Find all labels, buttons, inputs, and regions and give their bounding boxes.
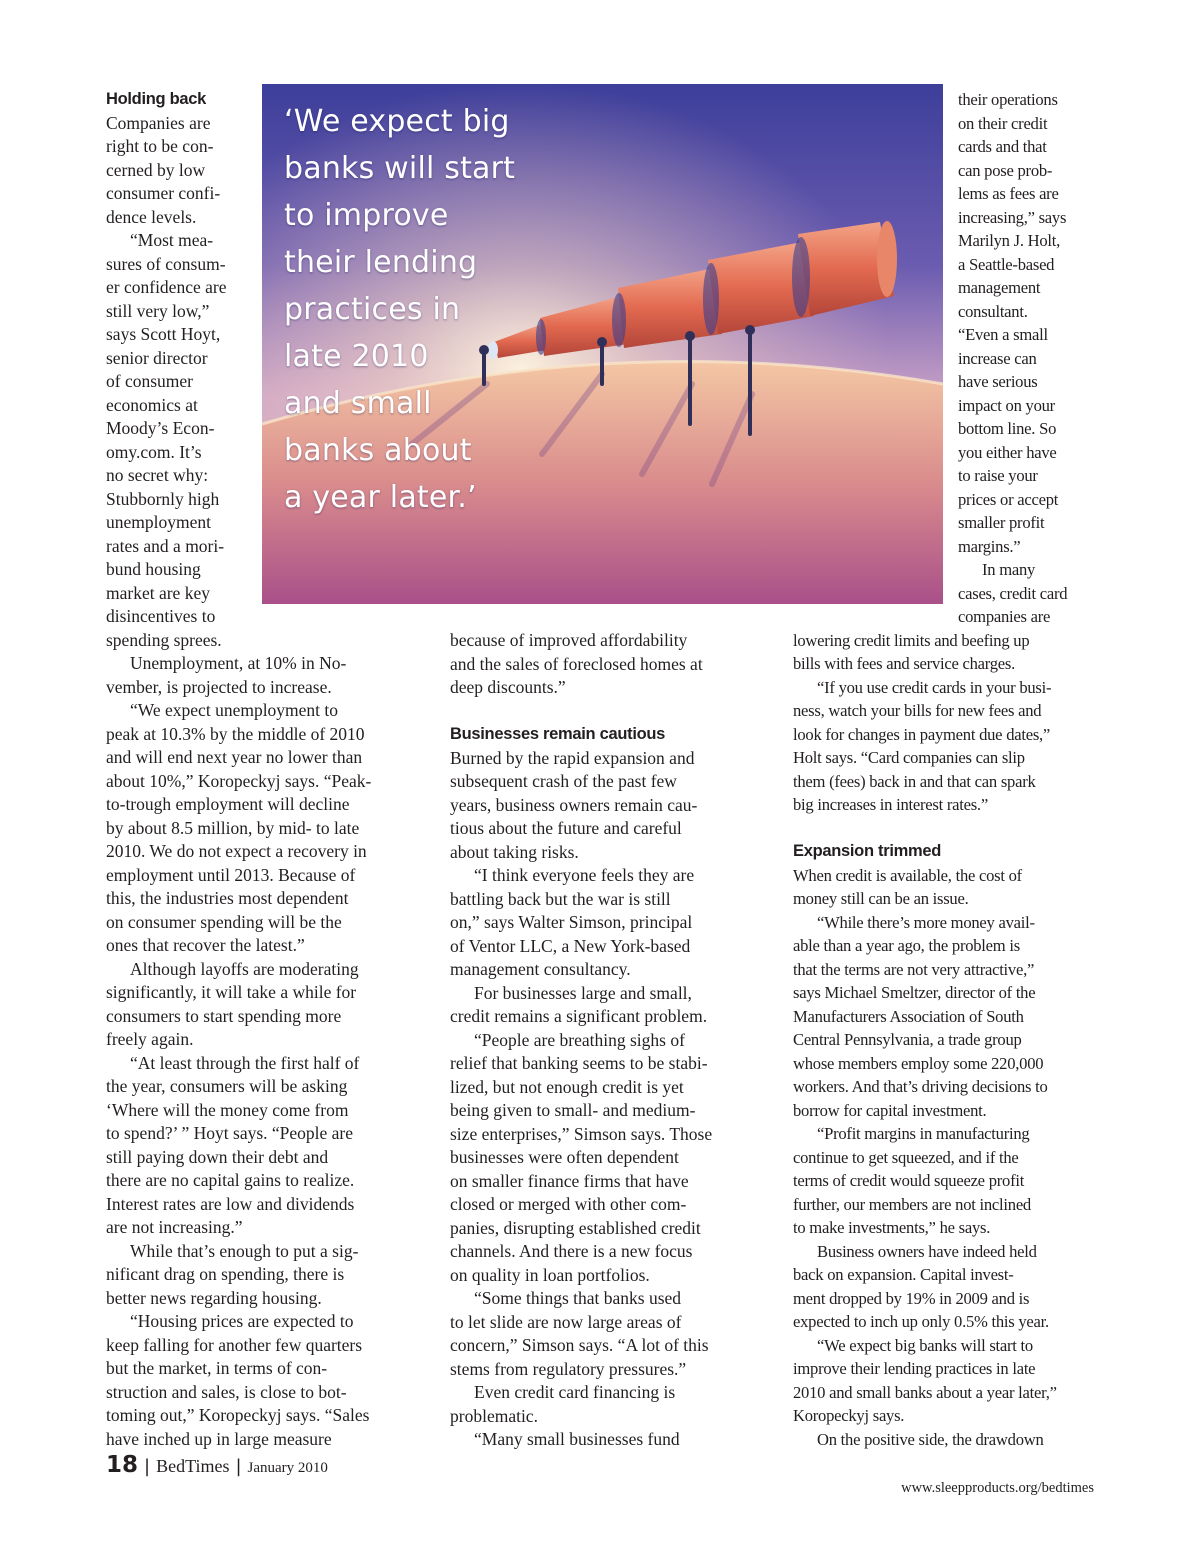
body-text-line: relief that banking seems to be stabi- (450, 1053, 708, 1073)
body-text-line: Even credit card financing is (474, 1382, 676, 1402)
body-text-line: struction and sales, is close to bot- (106, 1381, 347, 1402)
body-text-line: “We expect big banks will start to (817, 1335, 1033, 1355)
body-text-line: on their credit (958, 113, 1048, 133)
body-text-line: says Michael Smeltzer, director of the (793, 983, 1036, 1002)
body-text-line: credit remains a significant problem. (450, 1006, 708, 1026)
body-text-line: 2010. We do not expect a recovery in (106, 841, 367, 861)
body-text-line: Interest rates are low and dividends (106, 1193, 355, 1214)
body-text-line: able than a year ago, the problem is (793, 936, 1020, 955)
body-text-line: that the terms are not very attractive,” (793, 959, 1035, 979)
section-heading: Holding back (106, 90, 206, 108)
body-text-line: increase can (958, 348, 1037, 368)
body-text-line: but the market, in terms of con- (106, 1358, 328, 1378)
body-text-line: to raise your (958, 466, 1038, 485)
body-text-line: margins.” (958, 536, 1021, 556)
body-text-line: “Profit margins in manufacturing (817, 1124, 1030, 1143)
body-text-line: years, business owners remain cau- (450, 794, 698, 815)
body-text-line: still very low,” (106, 300, 210, 321)
body-text-line: significantly, it will take a while for (106, 982, 357, 1002)
body-text-line: to let slide are now large areas of (450, 1311, 682, 1332)
body-text-line: employment until 2013. Because of (106, 864, 356, 885)
pull-quote-line: late 2010 (284, 339, 429, 374)
body-text-line: panies, disrupting established credit (450, 1217, 701, 1238)
body-text-line: the year, consumers will be asking (106, 1076, 348, 1096)
body-text-line: rates and a mori- (106, 535, 225, 556)
body-text-line: consultant. (958, 301, 1028, 321)
body-text-line: Although layoffs are moderating (130, 958, 359, 979)
body-text-line: concern,” Simson says. “A lot of this (450, 1335, 709, 1355)
body-text-line: channels. And there is a new focus (450, 1241, 693, 1261)
body-text-line: nificant drag on spending, there is (106, 1264, 345, 1284)
pull-quote-line: banks will start (284, 151, 516, 186)
paragraph-gap (450, 700, 760, 724)
body-text-line: further, our members are not inclined (793, 1194, 1031, 1214)
pull-quote-line: a year later.’ (284, 480, 477, 515)
body-text-line: ‘Where will the money come from (106, 1099, 349, 1120)
body-text-line: terms of credit would squeeze profit (793, 1171, 1025, 1190)
body-text-line: For businesses large and small, (474, 982, 692, 1003)
pull-quote-line: practices in (284, 292, 461, 327)
body-text-line: “Even a small (958, 325, 1048, 344)
body-text-line: says Scott Hoyt, (106, 324, 221, 344)
body-text-line: market are key (106, 582, 210, 603)
body-text-line: When credit is available, the cost of (793, 865, 1022, 885)
body-text-line: on quality in loan portfolios. (450, 1264, 650, 1285)
body-text-line: subsequent crash of the past few (450, 771, 677, 791)
body-text-line: Business owners have indeed held (817, 1241, 1037, 1261)
body-text-line: to-trough employment will decline (106, 794, 350, 814)
body-text-line: and the sales of foreclosed homes at (450, 653, 703, 674)
paragraph-gap (793, 817, 1100, 841)
body-text-line: “Many small businesses fund (474, 1429, 680, 1449)
body-text-line: improve their lending practices in late (793, 1359, 1036, 1378)
body-text-line: Companies are (106, 112, 211, 133)
article-column-2 (450, 629, 760, 1452)
section-heading: Expansion trimmed (793, 842, 942, 860)
body-text-line: dence levels. (106, 206, 197, 227)
body-text-line: 2010 and small banks about a year later,” (793, 1382, 1057, 1402)
body-text-line: Stubbornly high (106, 488, 220, 509)
body-text-line: “Some things that banks used (474, 1288, 682, 1308)
issue-date: January 2010 (247, 1460, 328, 1476)
body-text-line: to make investments,” he says. (793, 1218, 991, 1237)
body-text-line: vember, is projected to increase. (106, 676, 332, 697)
body-text-line: about 10%,” Koropeckyj says. “Peak- (106, 770, 372, 791)
magazine-name: BedTimes (156, 1456, 230, 1476)
body-text-line: a Seattle-based (958, 254, 1055, 274)
body-text-line: On the positive side, the drawdown (817, 1429, 1044, 1449)
body-text-line: “We expect unemployment to (130, 700, 339, 720)
body-text-line: management (958, 278, 1041, 297)
body-text-line: big increases in interest rates.” (793, 795, 988, 814)
body-text-line: size enterprises,” Simson says. Those (450, 1123, 713, 1144)
footer-separator: | (144, 1456, 151, 1477)
body-text-line: Holt says. “Card companies can slip (793, 748, 1025, 767)
body-text-line: on,” says Walter Simson, principal (450, 912, 693, 932)
body-text-line: bills with fees and service charges. (793, 654, 1016, 673)
body-text-line: freely again. (106, 1029, 194, 1049)
body-text-line: workers. And that’s driving decisions to (793, 1077, 1048, 1096)
body-text-line: consumer confi- (106, 183, 221, 203)
body-text-line: Marilyn J. Holt, (958, 231, 1061, 250)
body-text-line: back on expansion. Capital invest- (793, 1265, 1014, 1284)
body-text-line: In many (982, 560, 1036, 579)
body-text-line: economics at (106, 394, 198, 415)
body-text-line: lems as fees are (958, 184, 1059, 203)
section-heading: Businesses remain cautious (450, 725, 666, 743)
body-text-line: spending sprees. (106, 629, 222, 650)
body-text-line: Burned by the rapid expansion and (450, 747, 695, 768)
body-text-line: unemployment (106, 512, 211, 532)
body-text-line: have inched up in large measure (106, 1428, 332, 1449)
body-text-line: Koropeckyj says. (793, 1406, 905, 1425)
body-text-line: “While there’s more money avail- (817, 912, 1035, 932)
body-text-line: this, the industries most dependent (106, 888, 349, 908)
pull-quote-line: banks about (284, 433, 472, 468)
body-text-line: can pose prob- (958, 160, 1053, 180)
body-text-line: management consultancy. (450, 959, 631, 979)
body-text-line: problematic. (450, 1405, 538, 1426)
body-text-line: “Housing prices are expected to (130, 1311, 354, 1331)
body-text-line: cerned by low (106, 159, 206, 180)
body-text-line: prices or accept (958, 489, 1059, 509)
page-number: 18 (106, 1452, 139, 1478)
body-text-line: there are no capital gains to realize. (106, 1170, 355, 1190)
body-text-line: businesses were often dependent (450, 1147, 679, 1167)
body-text-line: expected to inch up only 0.5% this year. (793, 1312, 1049, 1331)
body-text-line: omy.com. It’s (106, 441, 202, 462)
body-text-line: you either have (958, 442, 1057, 462)
body-text-line: by about 8.5 million, by mid- to late (106, 817, 360, 838)
body-text-line: their operations (958, 90, 1058, 109)
body-text-line: Unemployment, at 10% in No- (130, 653, 347, 673)
body-text-line: are not increasing.” (106, 1217, 243, 1237)
pull-quote-line: ‘We expect big (284, 104, 510, 139)
body-text-line: deep discounts.” (450, 677, 566, 697)
body-text-line: whose members employ some 220,000 (793, 1053, 1044, 1073)
body-text-line: ness, watch your bills for new fees and (793, 701, 1042, 720)
pull-quote-line: and small (284, 386, 432, 421)
body-text-line: Manufacturers Association of South (793, 1006, 1024, 1026)
body-text-line: look for changes in payment due dates,” (793, 724, 1051, 744)
body-text-line: “At least through the first half of (130, 1052, 360, 1073)
body-text-line: about taking risks. (450, 841, 579, 862)
website-url[interactable]: www.sleepproducts.org/bedtimes (901, 1480, 1094, 1496)
body-text-line: money still can be an issue. (793, 889, 969, 908)
body-text-line: smaller profit (958, 513, 1045, 532)
body-text-line: “If you use credit cards in your busi- (817, 677, 1052, 697)
body-text-line: sures of consum- (106, 253, 226, 274)
body-text-line: still paying down their debt and (106, 1146, 329, 1167)
footer-separator: | (235, 1456, 242, 1477)
body-text-line: continue to get squeezed, and if the (793, 1147, 1019, 1167)
body-text-line: battling back but the war is still (450, 888, 671, 909)
body-text-line: Central Pennsylvania, a trade group (793, 1030, 1022, 1049)
body-text-line: on smaller finance firms that have (450, 1170, 689, 1191)
body-text-line: “I think everyone feels they are (474, 865, 695, 885)
body-text-line: companies are (958, 607, 1051, 626)
body-text-line: borrow for capital investment. (793, 1100, 987, 1120)
body-text-line: bund housing (106, 559, 201, 579)
body-text-line: no secret why: (106, 465, 209, 485)
body-text-line: bottom line. So (958, 419, 1057, 438)
body-text-line: of Ventor LLC, a New York-based (450, 935, 691, 956)
body-text-line: tious about the future and careful (450, 818, 682, 838)
pull-quote-line: their lending (284, 245, 478, 280)
body-text-line: and will end next year no lower than (106, 747, 363, 767)
body-text-line: on consumer spending will be the (106, 911, 342, 932)
body-text-line: er confidence are (106, 277, 227, 297)
body-text-line: right to be con- (106, 136, 214, 156)
body-text-line: ment dropped by 19% in 2009 and is (793, 1288, 1030, 1308)
body-text-line: ones that recover the latest.” (106, 935, 305, 955)
body-text-line: consumers to start spending more (106, 1005, 342, 1026)
body-text-line: “People are breathing sighs of (474, 1029, 685, 1050)
body-text-line: being given to small- and medium- (450, 1100, 696, 1120)
body-text-line: toming out,” Koropeckyj says. “Sales (106, 1405, 370, 1425)
article-column-1 (106, 88, 416, 1451)
body-text-line: lowering credit limits and beefing up (793, 630, 1030, 650)
body-text-line: While that’s enough to put a sig- (130, 1240, 359, 1261)
body-text-line: cards and that (958, 137, 1047, 156)
body-text-line: peak at 10.3% by the middle of 2010 (106, 723, 365, 744)
body-text-line: lized, but not enough credit is yet (450, 1076, 684, 1097)
body-text-line: increasing,” says (958, 207, 1067, 227)
body-text-line: of consumer (106, 371, 193, 391)
body-text-line: disincentives to (106, 606, 216, 626)
body-text-line: “Most mea- (130, 230, 214, 250)
body-text-line: because of improved affordability (450, 630, 688, 650)
body-text-line: to spend?’ ” Hoyt says. “People are (106, 1123, 354, 1143)
body-text-line: closed or merged with other com- (450, 1194, 687, 1214)
body-text-line: have serious (958, 372, 1038, 391)
page-footer-folio (106, 1452, 328, 1484)
body-text-line: senior director (106, 347, 208, 368)
body-text-line: impact on your (958, 395, 1055, 415)
body-text-line: Moody’s Econ- (106, 418, 215, 438)
article-column-3 (793, 88, 1100, 1451)
body-text-line: them (fees) back in and that can spark (793, 771, 1036, 791)
pull-quote-line: to improve (284, 198, 449, 233)
body-text-line: stems from regulatory pressures.” (450, 1358, 687, 1379)
body-text-line: better news regarding housing. (106, 1287, 322, 1308)
body-text-line: cases, credit card (958, 583, 1068, 603)
body-text-line: keep falling for another few quarters (106, 1334, 363, 1355)
